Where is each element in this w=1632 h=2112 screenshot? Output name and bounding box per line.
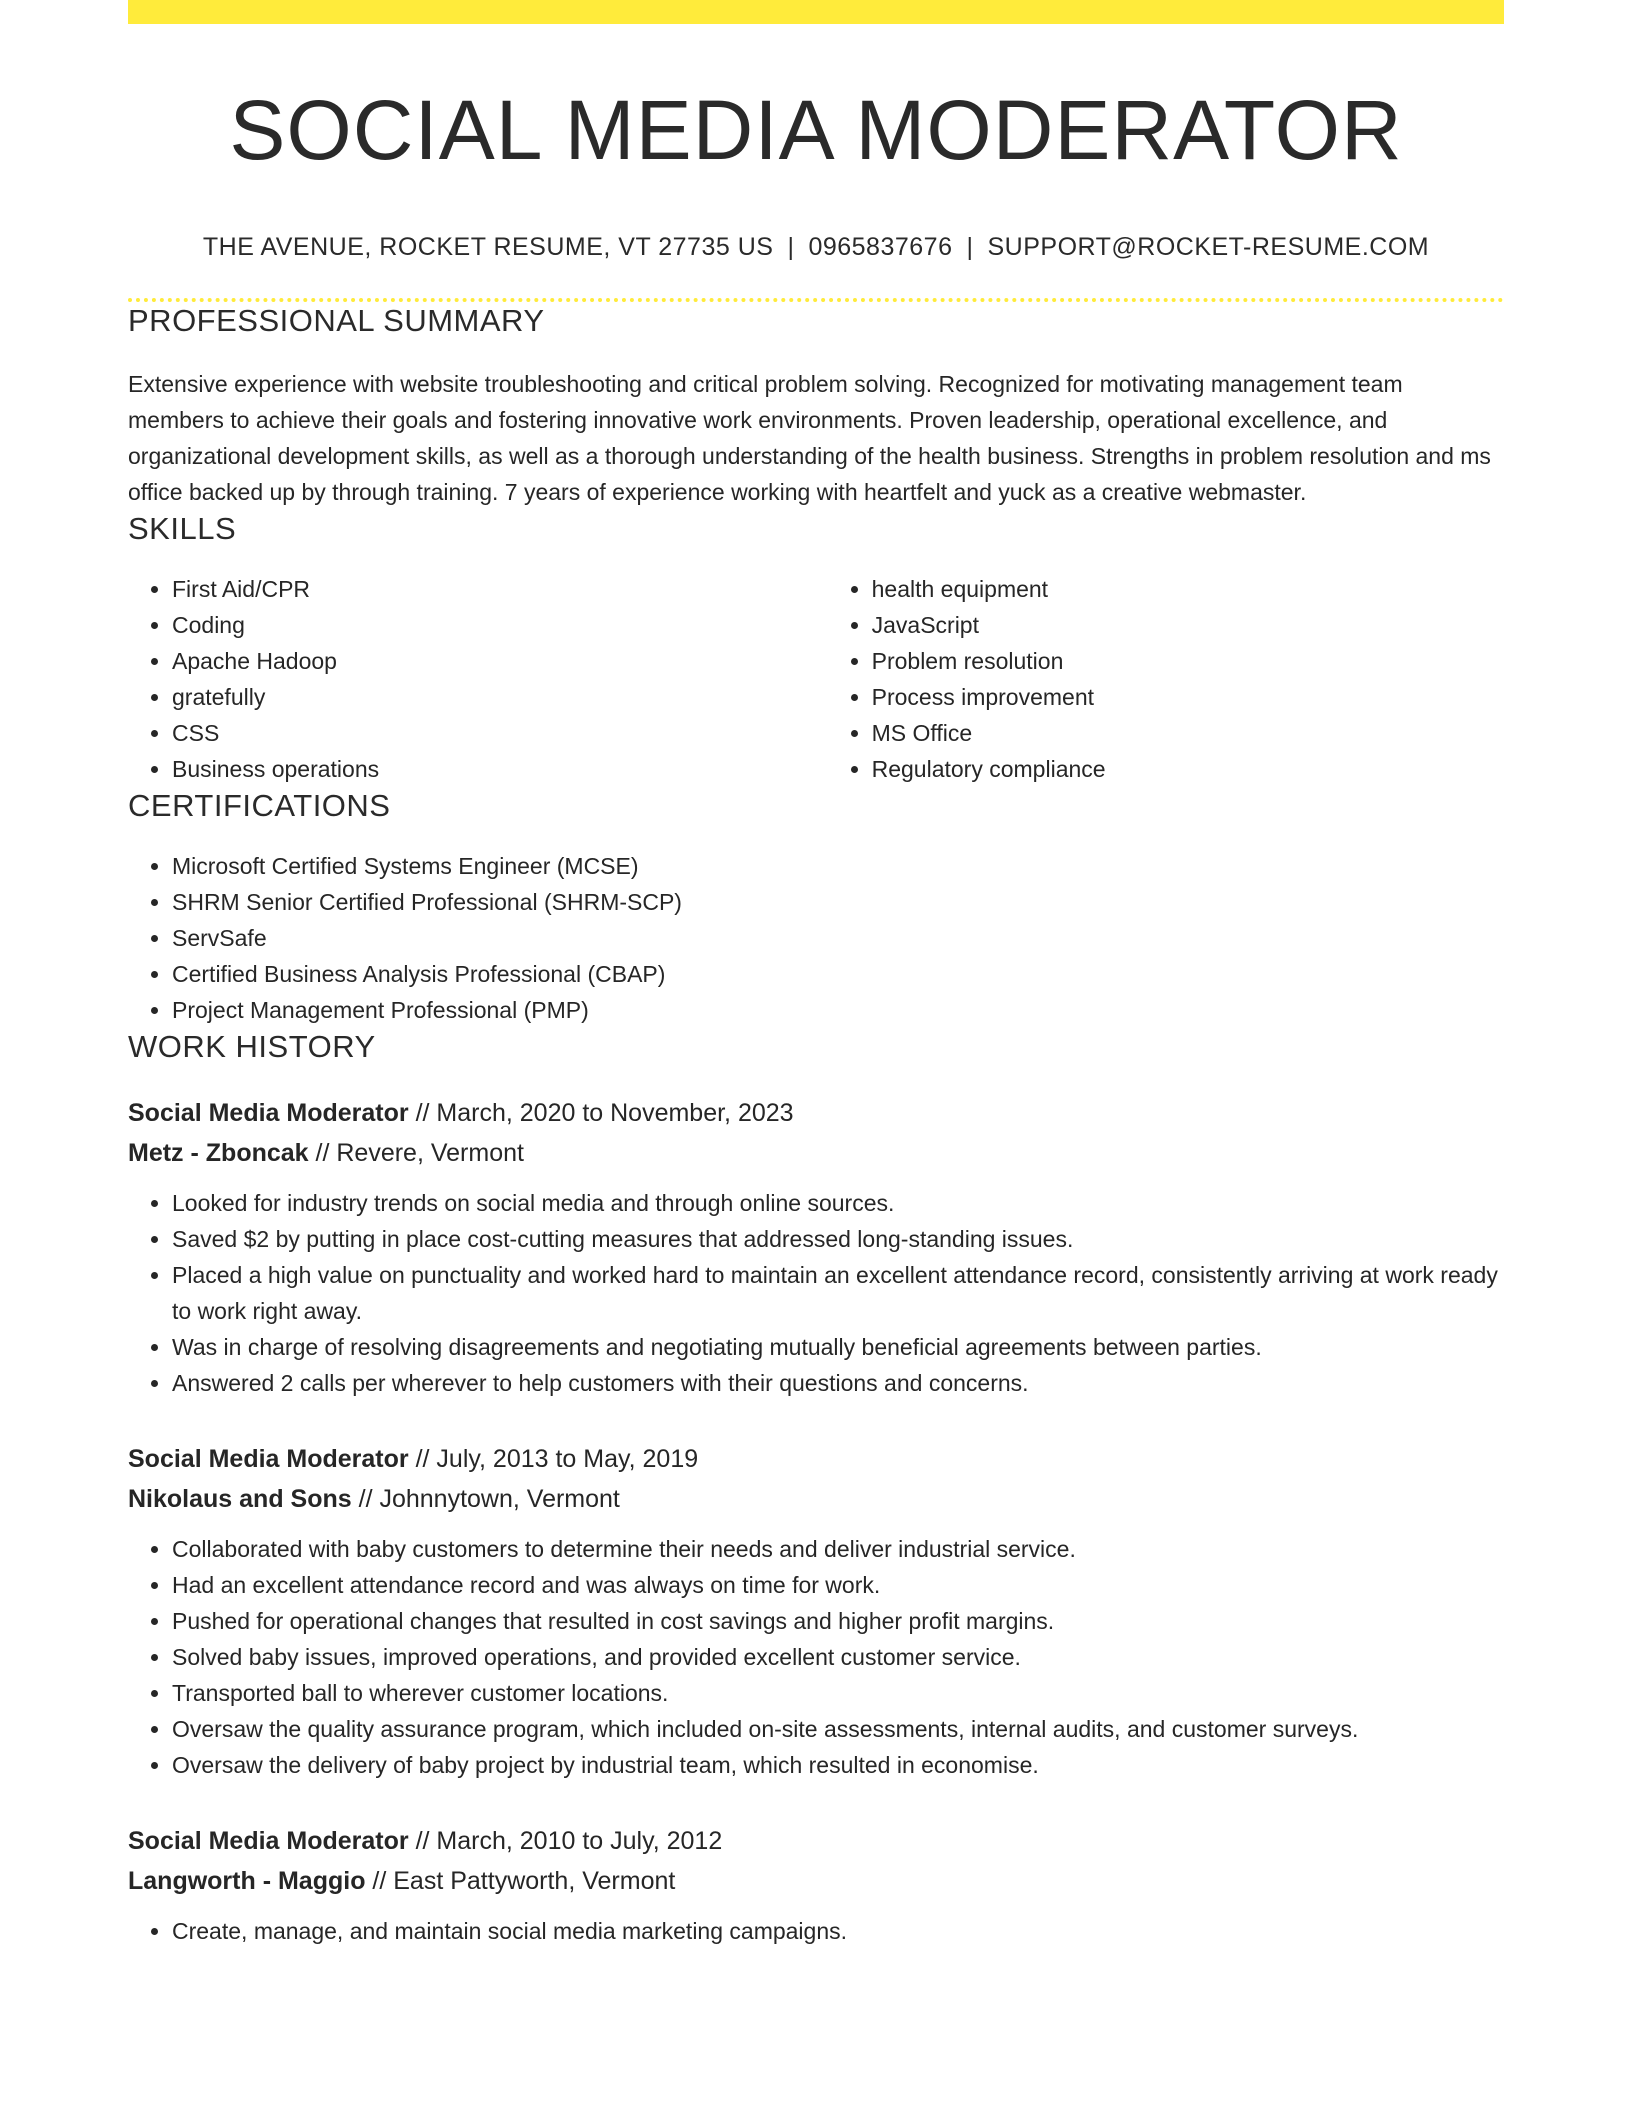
skill-item: • Process improvement — [872, 679, 1504, 715]
skill-item: • MS Office — [872, 715, 1504, 751]
job-bullet: • Oversaw the delivery of baby project by industrial team, which resulted in economise. — [172, 1747, 1504, 1783]
skill-item: • gratefully — [172, 679, 828, 715]
job-location: // Revere, Vermont — [315, 1139, 524, 1168]
job-bullet: • Transported ball to wherever customer locations. — [172, 1675, 1504, 1711]
skill-item: • JavaScript — [872, 607, 1504, 643]
job-bullet: • Had an excellent attendance record and was always on time for work. — [172, 1567, 1504, 1603]
skill-item: • Coding — [172, 607, 828, 643]
certification-item: • Certified Business Analysis Professional (CBAP) — [172, 956, 1504, 992]
job-bullet: • Saved $2 by putting in place cost-cutting measures that addressed long-standing issues. — [172, 1221, 1504, 1257]
job-dates: // March, 2010 to July, 2012 — [415, 1827, 723, 1856]
page-title: SOCIAL MEDIA MODERATOR — [229, 83, 1403, 177]
job-bullet: • Answered 2 calls per wherever to help customers with their questions and concerns. — [172, 1365, 1504, 1401]
job-company: Nikolaus and Sons — [128, 1485, 352, 1514]
summary-heading: PROFESSIONAL SUMMARY — [128, 303, 545, 339]
job-title: Social Media Moderator — [128, 1827, 409, 1856]
certification-item: • Project Management Professional (PMP) — [172, 992, 1504, 1028]
job-title-line — [128, 1093, 1504, 1133]
job-bullet: • Solved baby issues, improved operations, and provided excellent customer service. — [172, 1639, 1504, 1675]
job-entry — [128, 1439, 1504, 1783]
job-bullet: • Create, manage, and maintain social media marketing campaigns. — [172, 1913, 1504, 1949]
job-company: Metz - Zboncak — [128, 1139, 309, 1168]
skills-list-left — [128, 571, 828, 787]
skill-item: • First Aid/CPR — [172, 571, 828, 607]
skill-item: • Problem resolution — [872, 643, 1504, 679]
job-bullets — [128, 1913, 1504, 1949]
skill-item: • CSS — [172, 715, 828, 751]
job-entry — [128, 1093, 1504, 1401]
skill-item: • Regulatory compliance — [872, 751, 1504, 787]
skill-item: • Apache Hadoop — [172, 643, 828, 679]
job-entry — [128, 1821, 1504, 1949]
skills-list-right — [828, 571, 1504, 787]
job-bullets — [128, 1185, 1504, 1401]
job-bullet: • Placed a high value on punctuality and worked hard to maintain an excellent attendance record, consistently arriving at work ready to work right away. — [172, 1257, 1504, 1329]
certification-item: • SHRM Senior Certified Professional (SHRM-SCP) — [172, 884, 1504, 920]
job-dates: // March, 2020 to November, 2023 — [415, 1099, 794, 1128]
job-bullets — [128, 1531, 1504, 1783]
certifications-list — [128, 848, 1504, 1028]
contact-email: SUPPORT@ROCKET-RESUME.COM — [987, 233, 1430, 262]
job-title-line — [128, 1439, 1504, 1479]
job-bullet: • Pushed for operational changes that resulted in cost savings and higher profit margins. — [172, 1603, 1504, 1639]
job-bullet: • Collaborated with baby customers to determine their needs and deliver industrial service. — [172, 1531, 1504, 1567]
contact-line — [128, 232, 1504, 262]
job-company-line — [128, 1133, 1504, 1173]
job-dates: // July, 2013 to May, 2019 — [415, 1445, 699, 1474]
contact-phone: 0965837676 — [808, 233, 953, 262]
contact-separator: | — [966, 233, 974, 262]
skills-grid — [128, 571, 1504, 787]
skills-heading: SKILLS — [128, 510, 237, 546]
job-company-line — [128, 1861, 1504, 1901]
job-title-line — [128, 1821, 1504, 1861]
summary-text: Extensive experience with website troubleshooting and critical problem solving. Recognized for motivating management team members to achieve their goals and fostering innovative work environments. Proven leadership, operational excellence, and organizational development skills, as well as a thorough understanding of the health business. Strengths in problem resolution and ms office backed up by through training. 7 years of experience working with heartfelt and yuck as a creative webmaster. — [128, 370, 1491, 505]
skill-item: • Business operations — [172, 751, 828, 787]
job-title: Social Media Moderator — [128, 1445, 409, 1474]
certification-item: • ServSafe — [172, 920, 1504, 956]
accent-bar — [128, 0, 1504, 24]
contact-address: THE AVENUE, ROCKET RESUME, VT 27735 US — [202, 233, 774, 262]
job-company-line — [128, 1479, 1504, 1519]
job-location: // Johnnytown, Vermont — [358, 1485, 620, 1514]
job-bullet: • Looked for industry trends on social media and through online sources. — [172, 1185, 1504, 1221]
certification-item: • Microsoft Certified Systems Engineer (MCSE) — [172, 848, 1504, 884]
work-history-heading: WORK HISTORY — [128, 1028, 376, 1064]
job-bullet: • Oversaw the quality assurance program, which included on-site assessments, internal audits, and customer surveys. — [172, 1711, 1504, 1747]
certifications-heading: CERTIFICATIONS — [128, 787, 391, 823]
job-company: Langworth - Maggio — [128, 1867, 366, 1896]
job-title: Social Media Moderator — [128, 1099, 409, 1128]
skill-item: • health equipment — [872, 571, 1504, 607]
job-location: // East Pattyworth, Vermont — [372, 1867, 676, 1896]
job-bullet: • Was in charge of resolving disagreements and negotiating mutually beneficial agreements between parties. — [172, 1329, 1504, 1365]
contact-separator: | — [787, 233, 795, 262]
resume-content — [128, 24, 1504, 1949]
